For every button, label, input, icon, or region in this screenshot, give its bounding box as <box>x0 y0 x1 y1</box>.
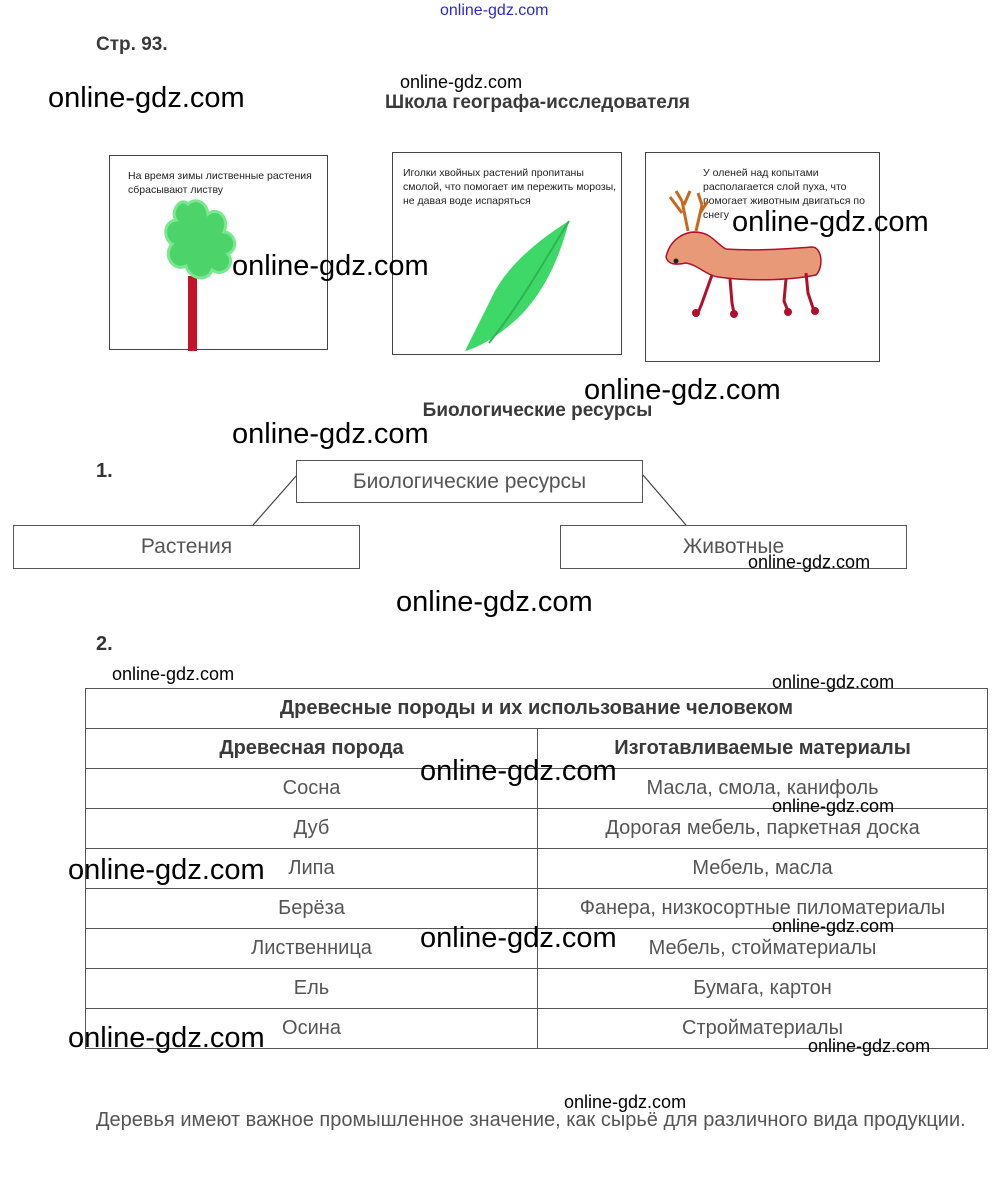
species-cell: Осина <box>86 1009 538 1049</box>
watermark: online-gdz.com <box>808 1036 931 1056</box>
materials-cell: Бумага, картон <box>538 969 988 1009</box>
task1-number: 1. <box>96 460 113 482</box>
page-label: Стр. 93. <box>96 34 168 55</box>
table-header-species: Древесная порода <box>86 729 538 769</box>
table-header-materials: Изготавливаемые материалы <box>538 729 988 769</box>
table-row <box>86 969 988 1009</box>
species-cell: Ель <box>86 969 538 1009</box>
task2-number: 2. <box>96 633 113 655</box>
diagram-animals: Животные <box>560 525 907 569</box>
species-cell: Лиственница <box>86 929 538 969</box>
conclusion-text: Деревья имеют важное промышленное значение, как сырьё для различного вида продукции. <box>96 1109 966 1131</box>
section-title-bio: Биологические ресурсы <box>422 400 653 421</box>
deer-antlers <box>670 191 708 231</box>
section-title-explorer: Школа географа-исследователя <box>385 92 690 113</box>
watermark: online-gdz.com <box>748 552 871 572</box>
species-cell: Берёза <box>86 889 538 929</box>
materials-cell: Мебель, масла <box>538 849 988 889</box>
watermark: online-gdz.com <box>232 418 429 450</box>
card-deer-text: У оленей над копытами располагается слой пуха, что помогает животным двигаться по снегу <box>703 167 865 221</box>
watermark: online-gdz.com <box>68 1022 265 1054</box>
watermark: online-gdz.com <box>772 916 895 936</box>
tree-crown <box>166 201 235 278</box>
materials-cell: Масла, смола, канифоль <box>538 769 988 809</box>
watermark: online-gdz.com <box>772 796 895 816</box>
card-conifer-text: Иголки хвойных растений пропитаны смолой, что помогает им пережить морозы, не давая воде испаряться <box>403 167 617 207</box>
watermark: online-gdz.com <box>112 664 235 684</box>
diagram-root: Биологические ресурсы <box>296 460 643 503</box>
materials-cell: Фанера, низкосортные пиломатериалы <box>538 889 988 929</box>
watermark: online-gdz.com <box>232 250 429 282</box>
materials-cell: Дорогая мебель, паркетная доска <box>538 809 988 849</box>
watermark: online-gdz.com <box>48 82 245 114</box>
tree-trunk <box>188 276 197 351</box>
pine-needle <box>465 221 569 351</box>
watermark-top: online-gdz.com <box>440 2 549 19</box>
card-deciduous-text: На время зимы лиственные растения сбрасывают листву <box>128 170 312 196</box>
deer-hooves <box>692 307 819 318</box>
materials-cell: Мебель, стойматериалы <box>538 929 988 969</box>
watermark: online-gdz.com <box>420 755 617 787</box>
table-caption: Древесные породы и их использование человеком <box>86 689 988 729</box>
diagram-plants: Растения <box>13 525 360 569</box>
watermark: online-gdz.com <box>420 922 617 954</box>
card-deer <box>645 152 880 362</box>
species-cell: Дуб <box>86 809 538 849</box>
watermark: online-gdz.com <box>564 1092 687 1112</box>
watermark: online-gdz.com <box>68 854 265 886</box>
watermark: online-gdz.com <box>584 374 781 406</box>
materials-cell: Стройматериалы <box>538 1009 988 1049</box>
species-cell: Липа <box>86 849 538 889</box>
deer-body <box>666 232 821 280</box>
watermark: online-gdz.com <box>400 72 523 92</box>
watermark: online-gdz.com <box>396 586 593 618</box>
watermark: online-gdz.com <box>732 206 929 238</box>
watermark: online-gdz.com <box>772 672 895 692</box>
deer-nose <box>674 259 679 264</box>
deer-drawing <box>646 153 881 363</box>
species-cell: Сосна <box>86 769 538 809</box>
